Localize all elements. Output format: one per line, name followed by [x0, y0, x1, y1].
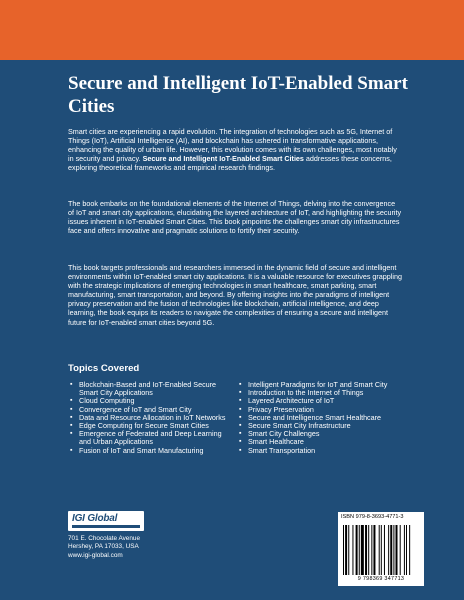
- description-paragraph-2: The book embarks on the foundational elements of the Internet of Things, delving into the convergence of IoT and smart city applications, elucidating the layered architecture of IoT, and highlighting the security issues inherent in IoT-enabled Smart Cities. This book pinpoints the challenges smart city infrastructures face and offers innovative and pragmatic solutions to fortify their security.: [68, 199, 402, 236]
- topic-item: ▪ Secure Smart City Infrastructure: [237, 422, 412, 430]
- description-paragraph-3: This book targets professionals and researchers immersed in the dynamic field of secure and intelligent environments within IoT-enabled smart city applications. It is a valuable resource for executives grappling with the strategic implications of emerging technologies in smart healthcare, smart parking, smart manufacturing, smart transportation, and beyond. By offering insights into the paradigms of intelligent privacy preservation and the fusion of technologies like blockchain, artificial intelligence, and deep learning, the book equips its readers to navigate the complexities of ensuring a secure and intelligent future for IoT-enabled smart cities beyond 5G.: [68, 263, 402, 327]
- topic-item: ▪ Cloud Computing: [68, 397, 233, 405]
- topic-item: ▪ Introduction to the Internet of Things: [237, 389, 412, 397]
- topic-item: ▪ Privacy Preservation: [237, 406, 412, 414]
- top-orange-band: [0, 0, 464, 60]
- address-line-1: 701 E. Chocolate Avenue: [68, 535, 141, 542]
- publisher-website: www.igi-global.com: [68, 551, 123, 559]
- topic-item: ▪ Convergence of IoT and Smart City: [68, 406, 233, 414]
- barcode-image: [343, 525, 419, 575]
- topics-list-left: [68, 381, 233, 455]
- isbn-label: ISBN 979-8-3693-4771-3: [341, 514, 404, 520]
- publisher-logo-bar: [72, 525, 140, 528]
- topic-item: ▪ Smart City Challenges: [237, 430, 412, 438]
- topic-item: ▪ Smart Transportation: [237, 447, 412, 455]
- topic-item: ▪ Secure and Intelligence Smart Healthcare: [237, 414, 412, 422]
- isbn-barcode-box: [338, 512, 424, 586]
- topics-list-right: [237, 381, 412, 455]
- publisher-logo: [68, 511, 144, 531]
- topic-item: ▪ Blockchain-Based and IoT-Enabled Secure Smart City Applications: [68, 381, 233, 397]
- topic-item: ▪ Edge Computing for Secure Smart Cities: [68, 422, 233, 430]
- topic-item: ▪ Emergence of Federated and Deep Learning and Urban Applications: [68, 430, 233, 446]
- paragraph-1-book-title: Secure and Intelligent IoT-Enabled Smart Cities: [142, 154, 304, 164]
- barcode-number: 9 798369 347713: [357, 576, 405, 582]
- address-line-2: Hershey, PA 17033, USA: [68, 543, 139, 551]
- topic-item: ▪ Intelligent Paradigms for IoT and Smart City: [237, 381, 412, 389]
- book-title: Secure and Intelligent IoT-Enabled Smart Cities: [68, 73, 408, 117]
- paragraph-1-text-start: Smart cities are experiencing a rapid evolution. The integration of technologies such as 5G, Internet of Things (IoT), Artificial Intelligence (AI), and blockchain has ushered in transformative applications, enhancing the quality of urban life. However, this evolution comes with its own challenges, most notably in security and privacy.: [68, 127, 397, 164]
- description-paragraph-1: [68, 127, 403, 172]
- publisher-address: [68, 535, 140, 560]
- publisher-logo-text: IGI Global: [72, 513, 118, 524]
- topic-item: ▪ Smart Healthcare: [237, 438, 412, 446]
- topic-item: ▪ Data and Resource Allocation in IoT Networks: [68, 414, 233, 422]
- topic-item: ▪ Layered Architecture of IoT: [237, 397, 412, 405]
- topics-heading: Topics Covered: [68, 363, 140, 374]
- topic-item: ▪ Fusion of IoT and Smart Manufacturing: [68, 447, 233, 455]
- paragraph-1-text-end: addresses these concerns, exploring theoretical frameworks and empirical research findings.: [68, 154, 392, 173]
